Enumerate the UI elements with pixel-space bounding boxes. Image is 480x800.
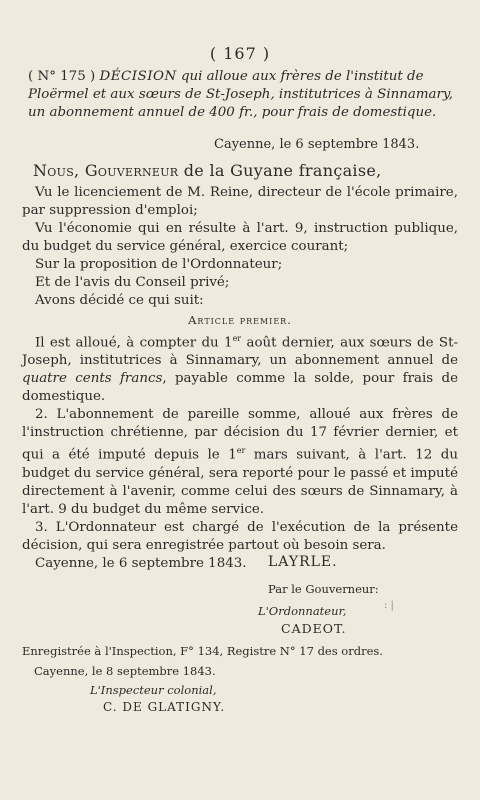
gouverneur-word: Gouverneur xyxy=(84,161,179,180)
decision-word: DÉCISION xyxy=(99,69,177,84)
superscript-er: er xyxy=(236,446,246,456)
decision-summary: qui alloue aux frères de l'institut de Ploërmel et aux sœurs de St-Joseph, institutrices à Sinnamary, un abonnement annuel de 400 fr., pour frais de domestique. xyxy=(28,69,453,120)
considerant-proposition: Sur la proposition de l'Ordonnateur; xyxy=(35,257,283,272)
article-2 xyxy=(22,406,458,518)
articles xyxy=(22,330,458,573)
article-2-end: mars suivant, à l'art. 12 du budget du service général, sera reporté pour le passé et imputé directement à l'avenir, comme celui des sœurs de Sinnamary, à l'art. 9 du budget du même service. xyxy=(22,447,458,517)
article-1-mid: août dernier, aux sœurs de St-Joseph, institutrices à Sinnamary, un abonnement annuel de xyxy=(22,335,458,369)
article-2-start: 2. L'abonnement de pareille somme, alloué aux frères de l'instruction chrétienne, par décision du 17 février dernier, et qui a été imputé depuis le 1 xyxy=(22,407,458,463)
par-le-gouverneur: Par le Gouverneur: xyxy=(268,582,379,596)
dateline: Cayenne, le 6 septembre 1843. xyxy=(214,137,420,152)
signature-layrle: LAYRLE. xyxy=(268,554,338,570)
decision-heading xyxy=(28,68,468,122)
nous-word: Nous, xyxy=(33,161,80,180)
ordonnateur-name: CADEOT. xyxy=(281,621,347,636)
article-premier-heading: Article premier. xyxy=(188,313,292,327)
closing-dateline: Cayenne, le 6 septembre 1843. xyxy=(35,555,247,571)
considerants xyxy=(22,184,458,310)
inspecteur-name: C. DE GLATIGNY. xyxy=(103,700,226,714)
article-3: 3. L'Ordonnateur est chargé de l'exécution de la présente décision, qui sera enregistrée partout où besoin sera. xyxy=(22,519,458,553)
considerant-vu-licenciement: Vu le licenciement de M. Reine, directeur de l'école primaire, par suppression d'emploi; xyxy=(22,185,458,218)
article-1 xyxy=(22,330,458,406)
inspecteur-title: L'Inspecteur colonial, xyxy=(90,683,217,697)
considerant-vu-economie: Vu l'économie qui en résulte à l'art. 9, instruction publique, du budget du service général, exercice courant; xyxy=(22,221,458,254)
preamble-title xyxy=(33,161,382,180)
page-number: ( 167 ) xyxy=(209,44,271,63)
preamble-rest: de la Guyane française, xyxy=(178,161,382,180)
registration-date: Cayenne, le 8 septembre 1843. xyxy=(34,664,216,678)
registration-note: Enregistrée à l'Inspection, F° 134, Registre N° 17 des ordres. xyxy=(22,644,383,658)
article-1-start: Il est alloué, à compter du 1 xyxy=(35,335,233,351)
ordonnateur-title: L'Ordonnateur, xyxy=(258,604,347,618)
article-1-end: , payable comme la solde, pour frais de domestique. xyxy=(22,371,459,405)
considerant-avis: Et de l'avis du Conseil privé; xyxy=(35,275,230,290)
avons-decide: Avons décidé ce qui suit: xyxy=(35,293,204,308)
amount-italic: quatre cents francs xyxy=(22,371,163,387)
margin-mark: : | xyxy=(384,600,394,611)
decision-number: ( N° 175 ) xyxy=(28,69,96,84)
superscript-er: er xyxy=(232,334,242,343)
